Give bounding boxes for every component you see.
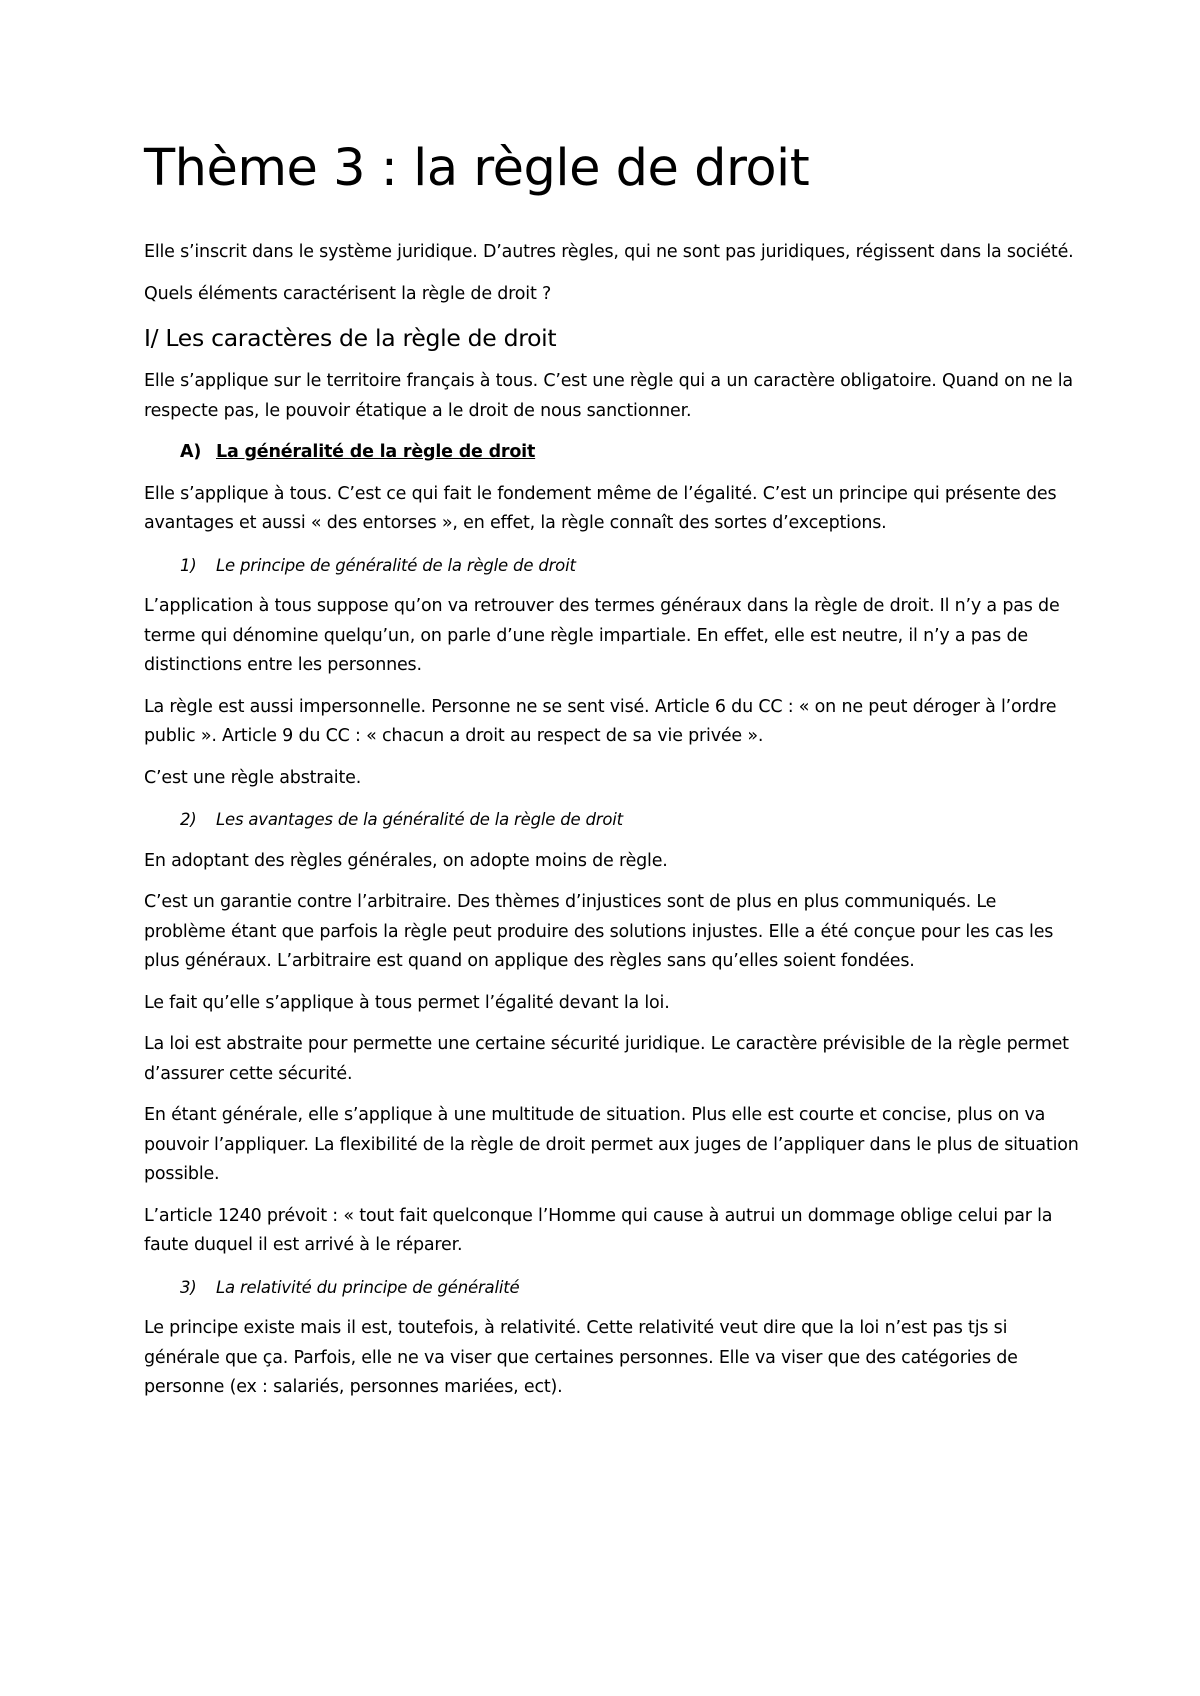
subsection-a-paragraph: Elle s’applique à tous. C’est ce qui fait le fondement même de l’égalité. C’est un principe qui présente des avantages et aussi « des entorses », en effet, la règle connaît des sortes d’exceptions. [144, 483, 1057, 533]
paragraph: En adoptant des règles générales, on adopte moins de règle. [144, 850, 668, 871]
point-title: Le principe de généralité de la règle de droit [216, 555, 576, 575]
subsection-number: A) [180, 442, 202, 462]
paragraph: La règle est aussi impersonnelle. Personne ne se sent visé. Article 6 du CC : « on ne peut déroger à l’ordre public ». Article 9 du CC : « chacun a droit au respect de sa vie privée ». [144, 696, 1057, 746]
point-heading-2 [180, 805, 1080, 835]
paragraph: La loi est abstraite pour permette une certaine sécurité juridique. Le caractère prévisible de la règle permet d’assurer cette sécurité. [144, 1034, 1069, 1084]
paragraph: Le principe existe mais il est, toutefois, à relativité. Cette relativité veut dire que la loi n’est pas tjs si générale que ça. Parfois, elle ne va viser que certaines personnes. Elle va viser que des catégories de personne (ex : salariés, personnes mariées, ect). [144, 1318, 1018, 1397]
paragraph: En étant générale, elle s’applique à une multitude de situation. Plus elle est courte et concise, plus on va pouvoir l’appliquer. La flexibilité de la règle de droit permet aux juges de l’appliquer dans le plus de situation possible. [144, 1105, 1079, 1184]
document-title: Thème 3 : la règle de droit [144, 139, 810, 198]
point-title: Les avantages de la généralité de la règle de droit [216, 810, 623, 829]
point-number: 3) [180, 1277, 197, 1297]
point-heading-3 [180, 1273, 1080, 1303]
point-title: La relativité du principe de généralité [216, 1277, 520, 1297]
intro-question: Quels éléments caractérisent la règle de droit ? [144, 283, 552, 304]
paragraph: C’est un garantie contre l’arbitraire. Des thèmes d’injustices sont de plus en plus communiqués. Le problème étant que parfois la règle peut produire des solutions injustes. Elle a été conçue pour les cas les plus généraux. L’arbitraire est quand on applique des règles sans qu’elles soient fondées. [144, 892, 1054, 971]
section-1-paragraph: Elle s’applique sur le territoire français à tous. C’est une règle qui a un caractère obligatoire. Quand on ne la respecte pas, le pouvoir étatique a le droit de nous sanctionner. [144, 371, 1073, 421]
subsection-heading-a [180, 438, 1080, 468]
subsection-title: La généralité de la règle de droit [216, 442, 536, 462]
point-number: 2) [180, 810, 197, 829]
intro-paragraph: Elle s’inscrit dans le système juridique. D’autres règles, qui ne sont pas juridiques, régissent dans la société. [144, 242, 1074, 262]
paragraph: L’article 1240 prévoit : « tout fait quelconque l’Homme qui cause à autrui un dommage oblige celui par la faute duquel il est arrivé à le réparer. [144, 1205, 1053, 1255]
paragraph: Le fait qu’elle s’applique à tous permet l’égalité devant la loi. [144, 992, 670, 1013]
paragraph: C’est une règle abstraite. [144, 767, 362, 788]
point-number: 1) [180, 555, 197, 575]
point-heading-1 [180, 551, 1080, 581]
paragraph: L’application à tous suppose qu’on va retrouver des termes généraux dans la règle de droit. Il n’y a pas de terme qui dénomine quelqu’un, on parle d’une règle impartiale. En effet, elle est neutre, il n’y a pas de distinctions entre les personnes. [144, 596, 1060, 675]
section-heading-1: I/ Les caractères de la règle de droit [144, 324, 557, 352]
